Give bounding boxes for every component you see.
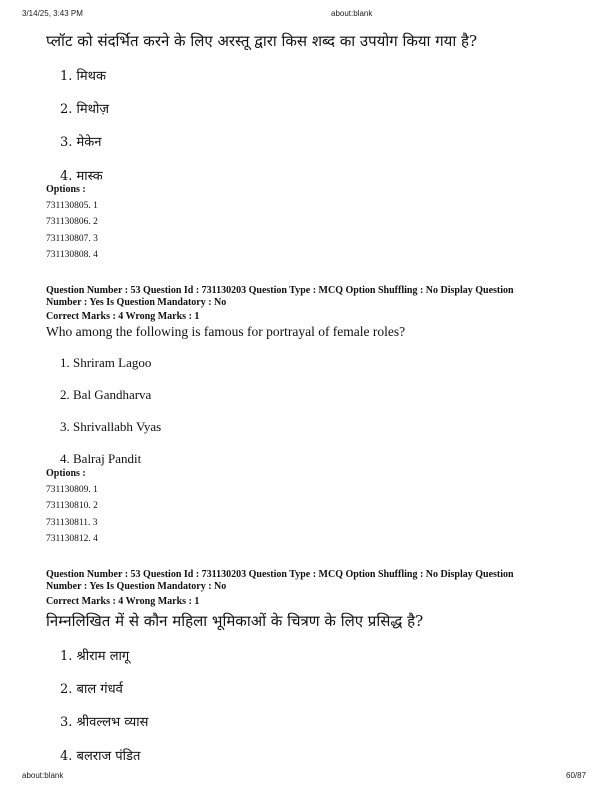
option-id: 731130808. 4 xyxy=(46,250,98,260)
question-meta: Question Number : 53 Question Id : 731130203 Question Type : MCQ Option Shuffling : No Display Question xyxy=(46,569,514,580)
option-id: 731130811. 3 xyxy=(46,518,98,528)
print-url: about:blank xyxy=(331,9,373,18)
question-text-hindi: प्लॉट को संदर्भित करने के लिए अरस्तू द्वारा किस शब्द का उपयोग किया गया है? xyxy=(46,32,478,50)
answer-option-2: 2. Bal Gandharva xyxy=(60,387,152,402)
question-text-english: Who among the following is famous for portrayal of female roles? xyxy=(46,324,406,339)
answer-option-3: 3. Shrivallabh Vyas xyxy=(60,419,162,434)
question-meta: Number : Yes Is Question Mandatory : No xyxy=(46,297,227,308)
option-id: 731130807. 3 xyxy=(46,234,98,244)
option-id: 731130806. 2 xyxy=(46,217,98,227)
option-id: 731130810. 2 xyxy=(46,501,98,511)
answer-option-3: 3. मेकेन xyxy=(60,135,102,150)
option-id: 731130812. 4 xyxy=(46,534,98,544)
question-text-hindi: निम्नलिखित में से कौन महिला भूमिकाओं के चित्रण के लिए प्रसिद्ध है? xyxy=(46,612,424,630)
print-datetime: 3/14/25, 3:43 PM xyxy=(22,9,83,18)
options-label: Options : xyxy=(46,184,86,195)
answer-option-4: 4. मास्क xyxy=(60,169,103,184)
answer-option-2: 2. मिथोज़ xyxy=(60,102,109,117)
answer-option-2: 2. बाल गंधर्व xyxy=(60,682,123,697)
answer-option-1: 1. श्रीराम लागू xyxy=(60,649,130,664)
answer-option-1: 1. Shriram Lagoo xyxy=(60,355,152,370)
page-number: 60/87 xyxy=(566,771,587,780)
answer-option-4: 4. Balraj Pandit xyxy=(60,451,142,466)
answer-option-3: 3. श्रीवल्लभ व्यास xyxy=(60,715,149,730)
question-marks: Correct Marks : 4 Wrong Marks : 1 xyxy=(46,596,200,607)
question-meta: Question Number : 53 Question Id : 731130203 Question Type : MCQ Option Shuffling : No Display Question xyxy=(46,285,514,296)
question-meta: Number : Yes Is Question Mandatory : No xyxy=(46,581,227,592)
answer-option-4: 4. बलराज पंडित xyxy=(60,749,141,764)
options-label: Options : xyxy=(46,468,86,479)
footer-url: about:blank xyxy=(22,771,64,780)
option-id: 731130805. 1 xyxy=(46,201,98,211)
question-marks: Correct Marks : 4 Wrong Marks : 1 xyxy=(46,311,200,322)
option-id: 731130809. 1 xyxy=(46,485,98,495)
answer-option-1: 1. मिथक xyxy=(60,69,106,84)
